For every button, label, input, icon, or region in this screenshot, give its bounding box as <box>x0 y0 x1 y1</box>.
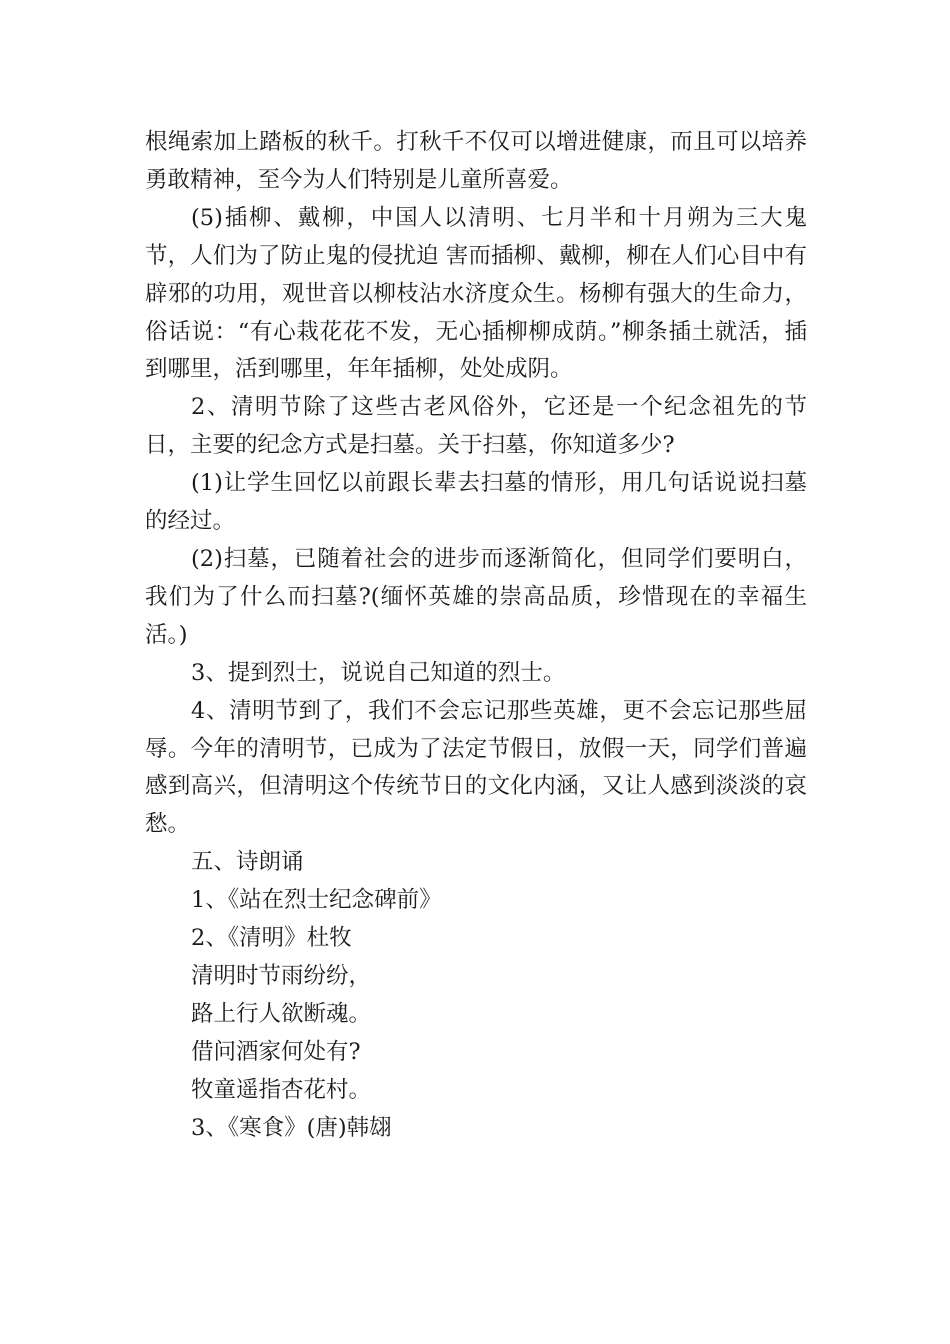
paragraph-holiday: 4、清明节到了，我们不会忘记那些英雄，更不会忘记那些屈辱。今年的清明节，已成为了法定节假日，放假一天，同学们普遍感到高兴，但清明这个传统节日的文化内涵，又让人感到淡淡的哀愁。 <box>145 697 807 838</box>
paragraph-tomb-sweeping: 2、清明节除了这些古老风俗外，它还是一个纪念祖先的节日，主要的纪念方式是扫墓。关于扫墓，你知道多少? <box>145 394 807 459</box>
poem-item-2-title: 2、《清明》杜牧 <box>191 925 352 952</box>
poem-line-2: 路上行人欲断魂。 <box>191 1000 372 1027</box>
poem-line-4: 牧童遥指杏花村。 <box>191 1076 372 1103</box>
paragraph-swing-continuation: 根绳索加上踏板的秋千。打秋千不仅可以增进健康，而且可以培养勇敢精神，至今为人们特别是儿童所喜爱。 <box>145 129 807 193</box>
paragraph-willow-custom: (5)插柳、戴柳，中国人以清明、七月半和十月朔为三大鬼节，人们为了防止鬼的侵扰迫 害而插柳、戴柳，柳在人们心目中有辟邪的功用，观世音以柳枝沾水济度众生。杨柳有强大的生命力，俗话说：“有心栽花花不发，无心插柳柳成荫。”柳条插土就活，插到哪里，活到哪里，年年插柳，处处成阴。 <box>145 204 807 383</box>
poem-item-3-title: 3、《寒食》(唐)韩翃 <box>191 1114 392 1141</box>
poem-line-3: 借问酒家何处有? <box>191 1038 361 1065</box>
poem-line-1: 清明时节雨纷纷， <box>191 962 372 989</box>
document-body <box>145 124 807 1147</box>
paragraph-why-tomb-sweeping: (2)扫墓，已随着社会的进步而逐渐简化，但同学们要明白，我们为了什么而扫墓?(缅怀英雄的崇高品质，珍惜现在的幸福生活。) <box>145 545 807 648</box>
paragraph-martyrs: 3、提到烈士，说说自己知道的烈士。 <box>191 659 566 686</box>
poem-item-1-title: 1、《站在烈士纪念碑前》 <box>191 887 442 914</box>
paragraph-recall-tomb-sweeping: (1)让学生回忆以前跟长辈去扫墓的情形，用几句话说说扫墓的经过。 <box>145 470 807 535</box>
section-heading-poetry-recital: 五、诗朗诵 <box>191 849 304 876</box>
